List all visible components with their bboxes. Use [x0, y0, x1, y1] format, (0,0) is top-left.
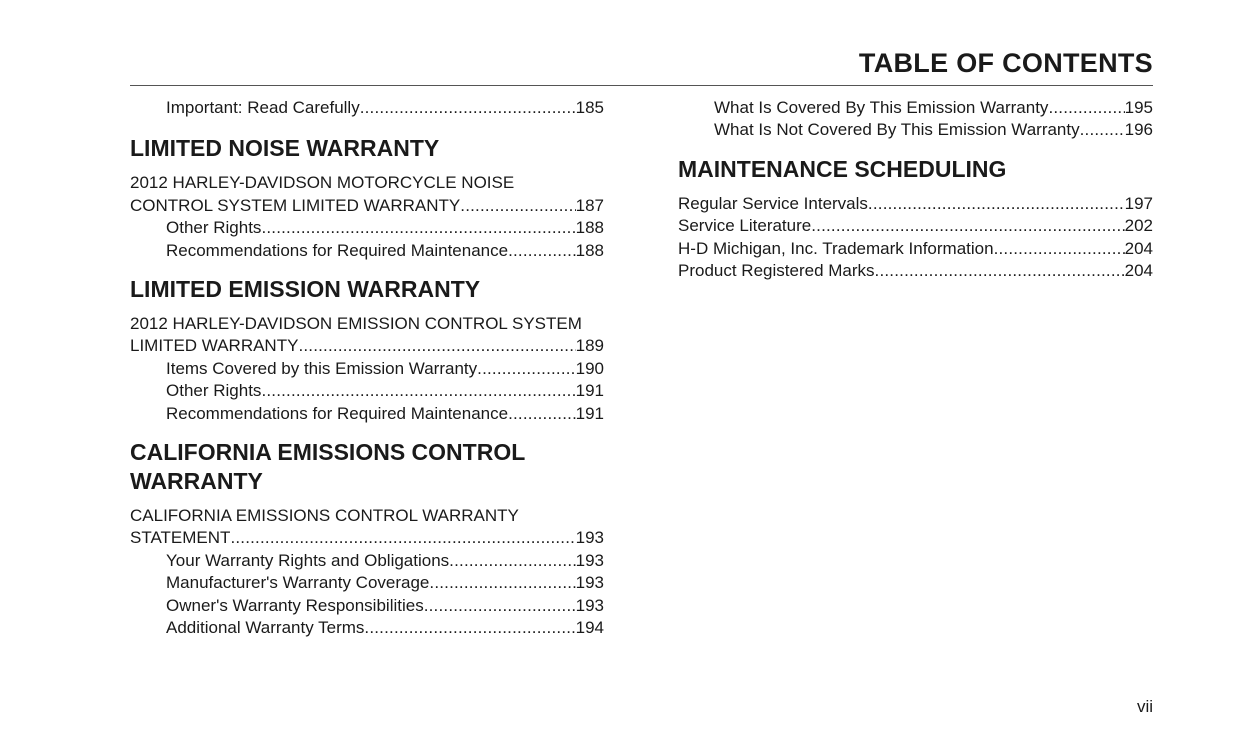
section-heading-california: CALIFORNIA EMISSIONS CONTROL	[130, 439, 526, 466]
page-number: vii	[1136, 697, 1153, 716]
toc-entry-service-literature[interactable]: Service Literature ..... 202	[678, 215, 1153, 237]
toc-entry-noise-control[interactable]: CONTROL SYSTEM LIMITED WARRANTY ..... 187	[130, 195, 604, 217]
toc-entry-what-is-covered[interactable]: What Is Covered By This Emission Warranty ..... 195	[678, 97, 1153, 119]
toc-entry-emission-maintenance[interactable]: Recommendations for Required Maintenance ..... 191	[130, 403, 604, 425]
toc-entry-service-intervals[interactable]: Regular Service Intervals ..... 197	[678, 193, 1153, 215]
toc-entry-california-responsibilities[interactable]: Owner's Warranty Responsibilities ..... 193	[130, 595, 604, 617]
toc-entry-important[interactable]: Important: Read Carefully ..... 185	[130, 97, 604, 119]
section-heading-emission: LIMITED EMISSION WARRANTY	[130, 276, 481, 303]
header-divider	[130, 85, 1153, 86]
toc-entry-noise-other-rights[interactable]: Other Rights ..... 188	[130, 217, 604, 239]
toc-entry-california-coverage[interactable]: Manufacturer's Warranty Coverage ..... 193	[130, 572, 604, 594]
toc-entry-noise-line1: 2012 HARLEY-DAVIDSON MOTORCYCLE NOISE	[130, 173, 515, 193]
toc-entry-california-rights[interactable]: Your Warranty Rights and Obligations ..... 193	[130, 550, 604, 572]
toc-entry-california-additional[interactable]: Additional Warranty Terms ..... 194	[130, 617, 604, 639]
section-heading-maintenance: MAINTENANCE SCHEDULING	[678, 155, 1007, 182]
toc-entry-emission-items[interactable]: Items Covered by this Emission Warranty ..... 190	[130, 358, 604, 380]
toc-entry-emission-limited[interactable]: LIMITED WARRANTY ..... 189	[130, 335, 604, 357]
section-heading-california-cont: WARRANTY	[130, 468, 263, 495]
toc-right-column	[678, 97, 1153, 282]
page-title: TABLE OF CONTENTS	[858, 48, 1153, 78]
toc-entry-noise-maintenance[interactable]: Recommendations for Required Maintenance ..... 188	[130, 240, 604, 262]
toc-entry-emission-other-rights[interactable]: Other Rights ..... 191	[130, 380, 604, 402]
toc-left-column	[130, 97, 604, 640]
toc-entry-california-line1: CALIFORNIA EMISSIONS CONTROL WARRANTY	[130, 506, 519, 526]
toc-entry-registered-marks[interactable]: Product Registered Marks ..... 204	[678, 260, 1153, 282]
toc-entry-emission-line1: 2012 HARLEY-DAVIDSON EMISSION CONTROL SYSTEM	[130, 314, 582, 334]
section-heading-noise: LIMITED NOISE WARRANTY	[130, 135, 440, 162]
toc-entry-trademark-info[interactable]: H-D Michigan, Inc. Trademark Information ..... 204	[678, 238, 1153, 260]
toc-entry-what-is-not-covered[interactable]: What Is Not Covered By This Emission Warranty ..... 196	[678, 119, 1153, 141]
toc-entry-california-statement[interactable]: STATEMENT ..... 193	[130, 527, 604, 549]
